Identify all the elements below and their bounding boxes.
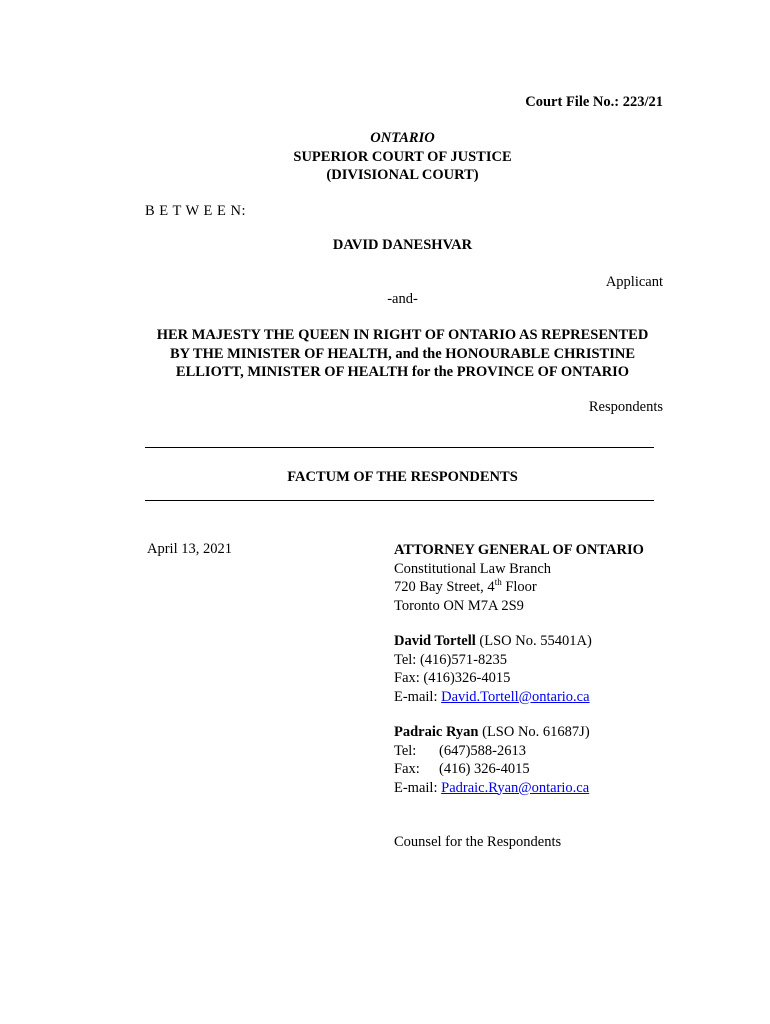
- title-rule-bottom: [145, 500, 654, 501]
- lawyer-name-line: [394, 632, 644, 651]
- counsel-firm: ATTORNEY GENERAL OF ONTARIO: [394, 542, 644, 558]
- and-label: -and-: [387, 291, 418, 307]
- lawyer-block-ryan: [394, 723, 644, 797]
- lawyer-email-line: E-mail: David.Tortell@ontario.ca: [394, 688, 590, 705]
- respondent-names: [135, 326, 670, 382]
- lawyer-tel: Tel: (647)588-2613: [394, 742, 526, 759]
- counsel-city: Toronto ON M7A 2S9: [394, 597, 524, 614]
- lawyer-block-tortell: [394, 632, 644, 706]
- document-title: FACTUM OF THE RESPONDENTS: [287, 469, 518, 485]
- counsel-role: Counsel for the Respondents: [394, 834, 562, 850]
- counsel-block: [394, 541, 644, 852]
- lawyer-name: Padraic Ryan: [394, 724, 479, 740]
- lawyer-lso: (LSO No. 55401A): [475, 633, 592, 649]
- court-file-number: Court File No.: 223/21: [525, 94, 663, 110]
- lawyer-tel: Tel: (416)571-8235: [394, 651, 507, 668]
- applicant-role: Applicant: [605, 274, 663, 290]
- lawyer-fax: Fax: (416)326-4015: [394, 670, 511, 686]
- lawyer-fax: Fax: (416) 326-4015: [394, 761, 530, 777]
- respondent-role: Respondents: [588, 399, 663, 415]
- court-province: ONTARIO: [370, 130, 435, 146]
- respondent-line-3: ELLIOTT, MINISTER OF HEALTH for the PROVINCE OF ONTARIO: [175, 364, 630, 380]
- document-date: April 13, 2021: [147, 541, 232, 557]
- applicant-name: DAVID DANESHVAR: [332, 237, 473, 253]
- lawyer-email-link[interactable]: Padraic.Ryan@ontario.ca: [441, 779, 590, 796]
- court-heading: [145, 129, 660, 185]
- court-name: SUPERIOR COURT OF JUSTICE: [293, 148, 512, 165]
- lawyer-email-link[interactable]: David.Tortell@ontario.ca: [441, 688, 590, 705]
- respondent-line-1: HER MAJESTY THE QUEEN IN RIGHT OF ONTARIO AS REPRESENTED: [156, 327, 649, 343]
- court-division: (DIVISIONAL COURT): [326, 167, 479, 183]
- title-rule-top: [145, 447, 654, 448]
- counsel-branch: Constitutional Law Branch: [394, 560, 552, 577]
- between-label: B E T W E E N:: [145, 203, 246, 219]
- lawyer-name: David Tortell: [394, 633, 476, 649]
- lawyer-lso: (LSO No. 61687J): [478, 724, 590, 740]
- counsel-street: 720 Bay Street, 4th Floor: [394, 577, 537, 595]
- lawyer-name-line: [394, 723, 644, 742]
- respondent-line-2: BY THE MINISTER OF HEALTH, and the HONOURABLE CHRISTINE: [169, 345, 636, 362]
- lawyer-email-line: E-mail: Padraic.Ryan@ontario.ca: [394, 779, 590, 796]
